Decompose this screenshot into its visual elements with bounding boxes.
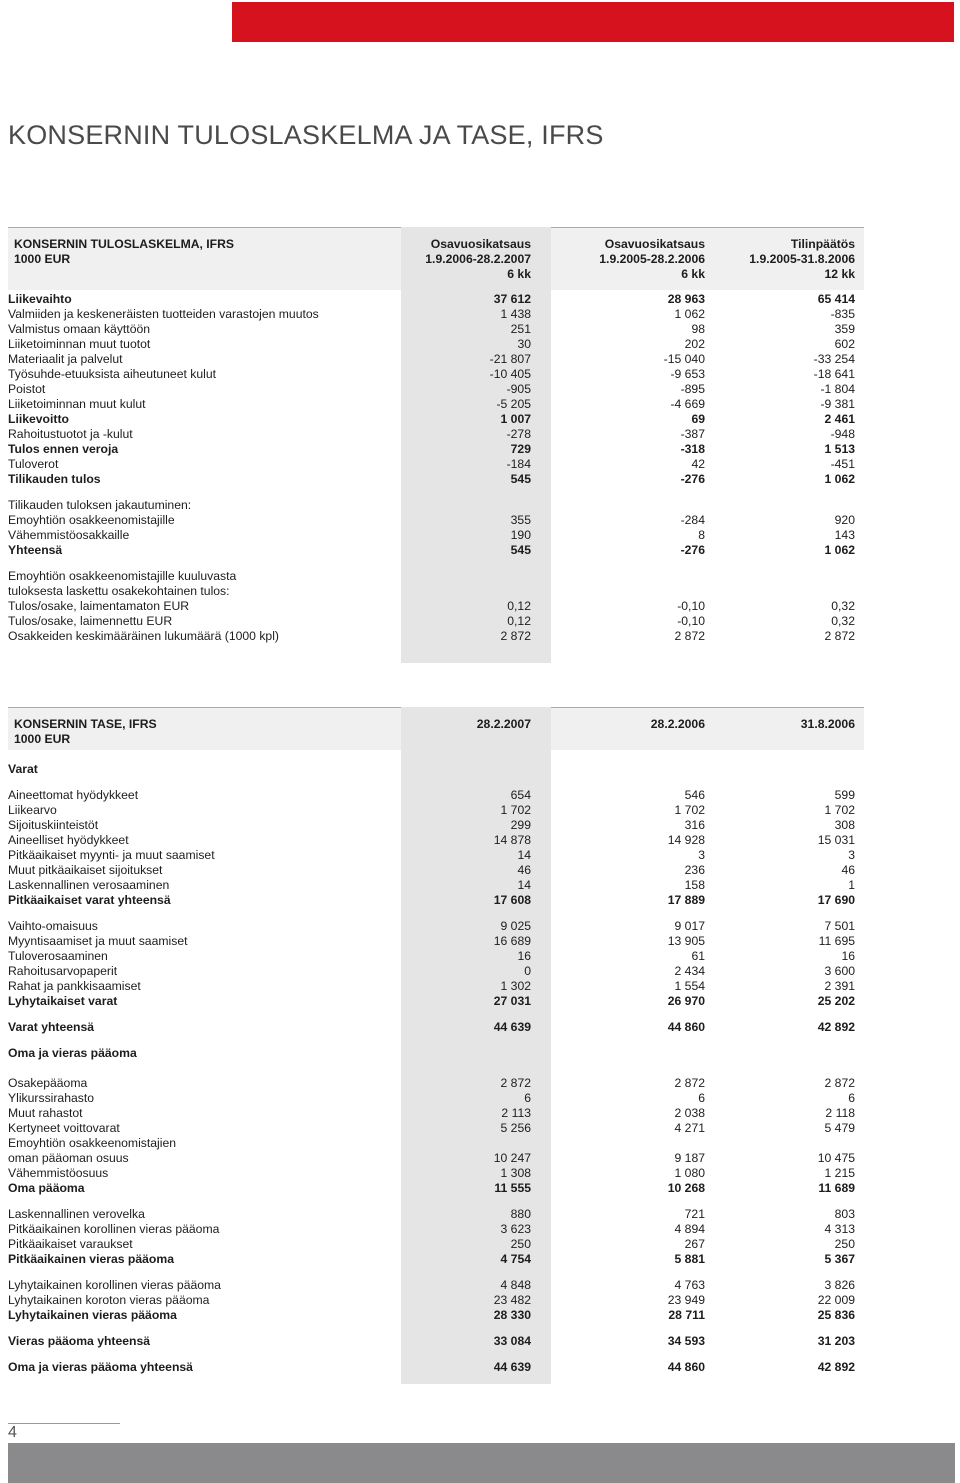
row-value-v3: -451 bbox=[830, 457, 855, 471]
row-value-v1: -10 405 bbox=[489, 367, 531, 381]
row-value-v3: 7 501 bbox=[824, 919, 855, 933]
row-value-v2: 14 928 bbox=[667, 833, 705, 847]
table-row bbox=[8, 442, 864, 457]
row-label: Valmistus omaan käyttöön bbox=[8, 322, 151, 336]
row-spacer bbox=[8, 1009, 864, 1020]
table-row bbox=[8, 1166, 864, 1181]
row-spacer bbox=[8, 1035, 864, 1046]
row-label: Laskennallinen verosaaminen bbox=[8, 878, 170, 892]
row-spacer bbox=[8, 908, 864, 919]
table-row bbox=[8, 528, 864, 543]
row-value-v2: 1 062 bbox=[674, 307, 705, 321]
table-row bbox=[8, 397, 864, 412]
table-row bbox=[8, 1252, 864, 1267]
row-value-v2: 42 bbox=[691, 457, 705, 471]
row-label: Rahoitusarvopaperit bbox=[8, 964, 118, 978]
row-spacer bbox=[8, 558, 864, 569]
row-value-v2: 34 593 bbox=[667, 1334, 705, 1348]
row-label: Lyhytaikainen vieras pääoma bbox=[8, 1308, 177, 1322]
table-row bbox=[8, 1136, 864, 1151]
table-row bbox=[8, 762, 864, 777]
row-value-v3: 2 872 bbox=[824, 629, 855, 643]
table-row bbox=[8, 1222, 864, 1237]
row-label: Varat bbox=[8, 762, 38, 776]
row-label: Oma pääoma bbox=[8, 1181, 85, 1195]
row-value-v2: 13 905 bbox=[667, 934, 705, 948]
row-value-v1: -21 807 bbox=[489, 352, 531, 366]
row-value-v2: 4 763 bbox=[674, 1278, 705, 1292]
row-label: Tuloverot bbox=[8, 457, 59, 471]
row-label: Pitkäaikainen vieras pääoma bbox=[8, 1252, 174, 1266]
row-label: Pitkäaikaiset myynti- ja muut saamiset bbox=[8, 848, 215, 862]
row-value-v3: -18 641 bbox=[813, 367, 855, 381]
table-row bbox=[8, 614, 864, 629]
row-value-v3: 1 062 bbox=[824, 472, 855, 486]
row-label: Liiketoiminnan muut kulut bbox=[8, 397, 146, 411]
row-value-v3: 3 600 bbox=[824, 964, 855, 978]
row-value-v1: 3 623 bbox=[500, 1222, 531, 1236]
income-title: KONSERNIN TULOSLASKELMA, IFRS bbox=[14, 237, 235, 251]
row-value-v1: 1 308 bbox=[500, 1166, 531, 1180]
table-row bbox=[8, 1237, 864, 1252]
row-value-v3: 359 bbox=[834, 322, 855, 336]
row-label: Vieras pääoma yhteensä bbox=[8, 1334, 151, 1348]
row-value-v3: 42 892 bbox=[817, 1020, 855, 1034]
row-value-v3: 3 bbox=[848, 848, 855, 862]
row-value-v2: 69 bbox=[691, 412, 705, 426]
table-row bbox=[8, 599, 864, 614]
row-value-v1: 545 bbox=[510, 543, 531, 557]
row-value-v2: -387 bbox=[680, 427, 705, 441]
row-label: oman pääoman osuus bbox=[8, 1151, 129, 1165]
table-row bbox=[8, 1181, 864, 1196]
table-row bbox=[8, 543, 864, 558]
table-row bbox=[8, 584, 864, 599]
table-row bbox=[8, 863, 864, 878]
table-row bbox=[8, 788, 864, 803]
row-spacer bbox=[8, 1267, 864, 1278]
row-value-v3: 602 bbox=[834, 337, 855, 351]
table-row bbox=[8, 1207, 864, 1222]
row-value-v3: -835 bbox=[830, 307, 855, 321]
table-row bbox=[8, 457, 864, 472]
row-label: Rahoitustuotot ja -kulut bbox=[8, 427, 133, 441]
row-value-v1: 0,12 bbox=[507, 614, 531, 628]
row-label: Ylikurssirahasto bbox=[8, 1091, 95, 1105]
row-value-v2: -9 653 bbox=[670, 367, 705, 381]
row-spacer bbox=[8, 1323, 864, 1334]
page-number: 4 bbox=[8, 1424, 17, 1441]
table-row bbox=[8, 1020, 864, 1035]
row-label: Materiaalit ja palvelut bbox=[8, 352, 123, 366]
row-label: Emoyhtiön osakkeenomistajille bbox=[8, 513, 175, 527]
row-value-v3: -1 804 bbox=[820, 382, 855, 396]
row-value-v3: 308 bbox=[834, 818, 855, 832]
row-label: Vähemmistöosakkaille bbox=[8, 528, 130, 542]
row-value-v2: 6 bbox=[698, 1091, 705, 1105]
table-row bbox=[8, 934, 864, 949]
row-label: Laskennallinen verovelka bbox=[8, 1207, 145, 1221]
row-label: Emoyhtiön osakkeenomistajille kuuluvasta bbox=[8, 569, 237, 583]
row-value-v2: 316 bbox=[684, 818, 705, 832]
row-value-v2: 267 bbox=[684, 1237, 705, 1251]
row-label: Muut pitkäaikaiset sijoitukset bbox=[8, 863, 163, 877]
row-value-v1: 37 612 bbox=[493, 292, 531, 306]
row-value-v1: 6 bbox=[524, 1091, 531, 1105]
row-spacer bbox=[8, 777, 864, 788]
row-label: tuloksesta laskettu osakekohtainen tulos: bbox=[8, 584, 230, 598]
table-row bbox=[8, 1334, 864, 1349]
row-label: Tulos ennen veroja bbox=[8, 442, 119, 456]
row-value-v2: -895 bbox=[680, 382, 705, 396]
row-value-v2: -4 669 bbox=[670, 397, 705, 411]
table-row bbox=[8, 964, 864, 979]
row-value-v1: 11 555 bbox=[494, 1181, 531, 1195]
table-row bbox=[8, 1293, 864, 1308]
table-row bbox=[8, 427, 864, 442]
income-rows bbox=[8, 292, 864, 644]
row-label: Aineelliset hyödykkeet bbox=[8, 833, 129, 847]
row-value-v1: 654 bbox=[510, 788, 531, 802]
row-value-v3: 143 bbox=[834, 528, 855, 542]
table-row bbox=[8, 412, 864, 427]
row-value-v3: 599 bbox=[834, 788, 855, 802]
row-label: Osakepääoma bbox=[8, 1076, 88, 1090]
row-value-v1: 190 bbox=[510, 528, 531, 542]
row-value-v1: 28 330 bbox=[493, 1308, 531, 1322]
row-label: Tulos/osake, laimennettu EUR bbox=[8, 614, 173, 628]
row-spacer bbox=[8, 1349, 864, 1360]
table-row bbox=[8, 307, 864, 322]
income-col3-length: 12 kk bbox=[824, 267, 855, 281]
table-row bbox=[8, 629, 864, 644]
balance-col1-date: 28.2.2007 bbox=[476, 717, 531, 731]
row-label: Työsuhde-etuuksista aiheutuneet kulut bbox=[8, 367, 217, 381]
row-value-v3: 65 414 bbox=[817, 292, 855, 306]
income-col2-title: Osavuosikatsaus bbox=[604, 237, 705, 251]
row-label: Liikevaihto bbox=[8, 292, 72, 306]
row-label: Osakkeiden keskimääräinen lukumäärä (1000 kpl) bbox=[8, 629, 279, 643]
row-value-v1: 1 702 bbox=[500, 803, 531, 817]
row-value-v2: 98 bbox=[691, 322, 705, 336]
row-value-v1: 14 878 bbox=[493, 833, 531, 847]
income-col3-title: Tilinpäätös bbox=[790, 237, 855, 251]
row-value-v3: 3 826 bbox=[824, 1278, 855, 1292]
table-row bbox=[8, 833, 864, 848]
row-value-v1: 1 302 bbox=[500, 979, 531, 993]
row-label: Pitkäaikainen korollinen vieras pääoma bbox=[8, 1222, 220, 1236]
income-statement-table bbox=[8, 227, 864, 663]
row-value-v3: 10 475 bbox=[817, 1151, 855, 1165]
table-row bbox=[8, 1046, 864, 1061]
row-value-v3: 0,32 bbox=[831, 614, 855, 628]
table-row bbox=[8, 803, 864, 818]
row-value-v2: -284 bbox=[680, 513, 705, 527]
table-row bbox=[8, 979, 864, 994]
row-value-v3: -9 381 bbox=[820, 397, 855, 411]
row-value-v1: 250 bbox=[510, 1237, 531, 1251]
row-label: Tulos/osake, laimentamaton EUR bbox=[8, 599, 190, 613]
balance-rows bbox=[8, 762, 864, 1375]
table-row bbox=[8, 949, 864, 964]
row-value-v3: 1 702 bbox=[824, 803, 855, 817]
row-value-v1: 27 031 bbox=[493, 994, 531, 1008]
row-value-v3: 16 bbox=[841, 949, 855, 963]
income-col2-length: 6 kk bbox=[681, 267, 705, 281]
row-value-v1: -184 bbox=[506, 457, 531, 471]
row-label: Yhteensä bbox=[8, 543, 63, 557]
row-spacer bbox=[8, 1061, 864, 1076]
table-row bbox=[8, 352, 864, 367]
table-row bbox=[8, 818, 864, 833]
row-value-v1: 729 bbox=[510, 442, 531, 456]
bottom-accent-bar bbox=[8, 1443, 955, 1483]
row-value-v2: 2 434 bbox=[674, 964, 705, 978]
row-spacer bbox=[8, 1196, 864, 1207]
row-value-v3: 25 202 bbox=[817, 994, 855, 1008]
table-row bbox=[8, 1091, 864, 1106]
row-value-v3: 25 836 bbox=[817, 1308, 855, 1322]
balance-unit: 1000 EUR bbox=[14, 732, 71, 746]
row-value-v1: -5 205 bbox=[496, 397, 531, 411]
row-value-v2: 158 bbox=[684, 878, 705, 892]
row-value-v2: 236 bbox=[684, 863, 705, 877]
row-value-v3: 6 bbox=[848, 1091, 855, 1105]
row-value-v2: 4 894 bbox=[674, 1222, 705, 1236]
row-value-v1: 4 754 bbox=[500, 1252, 531, 1266]
row-value-v3: 11 689 bbox=[818, 1181, 855, 1195]
table-row bbox=[8, 382, 864, 397]
income-col3-period: 1.9.2005-31.8.2006 bbox=[749, 252, 855, 266]
table-row bbox=[8, 1278, 864, 1293]
row-value-v3: -948 bbox=[830, 427, 855, 441]
row-value-v1: 33 084 bbox=[493, 1334, 531, 1348]
row-value-v3: 5 367 bbox=[824, 1252, 855, 1266]
table-row bbox=[8, 994, 864, 1009]
row-value-v2: 1 702 bbox=[674, 803, 705, 817]
row-value-v3: 15 031 bbox=[817, 833, 855, 847]
row-label: Oma ja vieras pääoma yhteensä bbox=[8, 1360, 193, 1374]
row-label: Emoyhtiön osakkeenomistajien bbox=[8, 1136, 177, 1150]
row-value-v3: 42 892 bbox=[817, 1360, 855, 1374]
income-col1-length: 6 kk bbox=[507, 267, 531, 281]
table-row bbox=[8, 1076, 864, 1091]
page-number-rule bbox=[8, 1423, 120, 1424]
row-label: Poistot bbox=[8, 382, 46, 396]
row-value-v1: 44 639 bbox=[493, 1360, 531, 1374]
row-value-v2: -276 bbox=[680, 472, 705, 486]
row-value-v3: 0,32 bbox=[831, 599, 855, 613]
table-row bbox=[8, 1360, 864, 1375]
row-value-v1: 2 872 bbox=[500, 629, 531, 643]
row-value-v3: 250 bbox=[834, 1237, 855, 1251]
row-value-v2: 1 080 bbox=[674, 1166, 705, 1180]
row-value-v1: 355 bbox=[510, 513, 531, 527]
row-value-v3: 803 bbox=[834, 1207, 855, 1221]
row-value-v3: 1 513 bbox=[824, 442, 855, 456]
row-value-v3: 46 bbox=[841, 863, 855, 877]
row-value-v2: -276 bbox=[680, 543, 705, 557]
row-label: Lyhytaikainen koroton vieras pääoma bbox=[8, 1293, 210, 1307]
row-label: Myyntisaamiset ja muut saamiset bbox=[8, 934, 188, 948]
row-value-v1: 16 bbox=[517, 949, 531, 963]
row-value-v2: 3 bbox=[698, 848, 705, 862]
row-value-v1: -905 bbox=[506, 382, 531, 396]
table-row bbox=[8, 919, 864, 934]
table-row bbox=[8, 367, 864, 382]
row-label: Vaihto-omaisuus bbox=[8, 919, 98, 933]
table-row bbox=[8, 848, 864, 863]
row-value-v2: 17 889 bbox=[667, 893, 705, 907]
income-col2-period: 1.9.2005-28.2.2006 bbox=[599, 252, 705, 266]
row-label: Rahat ja pankkisaamiset bbox=[8, 979, 141, 993]
row-value-v2: 4 271 bbox=[674, 1121, 705, 1135]
income-col1-period: 1.9.2006-28.2.2007 bbox=[425, 252, 531, 266]
row-value-v2: 44 860 bbox=[667, 1020, 705, 1034]
row-label: Aineettomat hyödykkeet bbox=[8, 788, 139, 802]
row-value-v2: -15 040 bbox=[663, 352, 705, 366]
income-unit: 1000 EUR bbox=[14, 252, 71, 266]
row-value-v2: 5 881 bbox=[674, 1252, 705, 1266]
table-row bbox=[8, 337, 864, 352]
row-value-v1: 2 872 bbox=[500, 1076, 531, 1090]
row-value-v3: 4 313 bbox=[824, 1222, 855, 1236]
row-value-v1: 10 247 bbox=[493, 1151, 531, 1165]
row-label: Valmiiden ja keskeneräisten tuotteiden varastojen muutos bbox=[8, 307, 319, 321]
row-value-v3: 1 215 bbox=[824, 1166, 855, 1180]
row-label: Liikearvo bbox=[8, 803, 57, 817]
row-value-v2: 1 554 bbox=[674, 979, 705, 993]
row-value-v2: 202 bbox=[684, 337, 705, 351]
row-label: Muut rahastot bbox=[8, 1106, 83, 1120]
row-value-v3: 11 695 bbox=[818, 934, 855, 948]
row-spacer bbox=[8, 487, 864, 498]
table-row bbox=[8, 569, 864, 584]
row-value-v1: 14 bbox=[517, 878, 531, 892]
row-label: Tilikauden tuloksen jakautuminen: bbox=[8, 498, 192, 512]
row-label: Varat yhteensä bbox=[8, 1020, 95, 1034]
row-value-v3: 5 479 bbox=[824, 1121, 855, 1135]
table-row bbox=[8, 498, 864, 513]
table-row bbox=[8, 878, 864, 893]
row-value-v1: 1 007 bbox=[500, 412, 531, 426]
row-value-v1: 1 438 bbox=[500, 307, 531, 321]
row-value-v3: 2 872 bbox=[824, 1076, 855, 1090]
table-row bbox=[8, 322, 864, 337]
row-value-v2: -0,10 bbox=[677, 614, 705, 628]
row-value-v2: 2 872 bbox=[674, 629, 705, 643]
balance-sheet-table bbox=[8, 707, 864, 1384]
row-value-v1: 14 bbox=[517, 848, 531, 862]
row-label: Pitkäaikaiset varaukset bbox=[8, 1237, 133, 1251]
row-label: Tilikauden tulos bbox=[8, 472, 101, 486]
row-value-v1: 545 bbox=[510, 472, 531, 486]
row-value-v2: 721 bbox=[684, 1207, 705, 1221]
table-row bbox=[8, 1151, 864, 1166]
row-value-v1: 23 482 bbox=[493, 1293, 531, 1307]
row-value-v3: 1 062 bbox=[824, 543, 855, 557]
row-value-v1: 0 bbox=[524, 964, 531, 978]
row-label: Vähemmistöosuus bbox=[8, 1166, 109, 1180]
row-value-v2: 10 268 bbox=[667, 1181, 705, 1195]
row-value-v2: 26 970 bbox=[667, 994, 705, 1008]
row-value-v1: 880 bbox=[510, 1207, 531, 1221]
income-col1-title: Osavuosikatsaus bbox=[430, 237, 531, 251]
row-value-v1: 46 bbox=[517, 863, 531, 877]
row-value-v3: 22 009 bbox=[817, 1293, 855, 1307]
table-row bbox=[8, 472, 864, 487]
row-value-v3: 17 690 bbox=[817, 893, 855, 907]
row-value-v2: -318 bbox=[680, 442, 705, 456]
row-value-v2: 9 017 bbox=[674, 919, 705, 933]
row-value-v2: 28 711 bbox=[668, 1308, 705, 1322]
row-value-v2: 546 bbox=[684, 788, 705, 802]
row-value-v2: 61 bbox=[691, 949, 705, 963]
row-value-v1: -278 bbox=[506, 427, 531, 441]
row-value-v2: 9 187 bbox=[674, 1151, 705, 1165]
table-row bbox=[8, 1106, 864, 1121]
balance-title: KONSERNIN TASE, IFRS bbox=[14, 717, 157, 731]
row-value-v1: 17 608 bbox=[493, 893, 531, 907]
row-value-v1: 2 113 bbox=[501, 1106, 531, 1120]
row-label: Lyhytaikaiset varat bbox=[8, 994, 118, 1008]
balance-col2-date: 28.2.2006 bbox=[650, 717, 705, 731]
table-row bbox=[8, 513, 864, 528]
row-value-v2: 44 860 bbox=[667, 1360, 705, 1374]
row-value-v2: 2 872 bbox=[674, 1076, 705, 1090]
row-label: Sijoituskiinteistöt bbox=[8, 818, 99, 832]
row-label: Tuloverosaaminen bbox=[8, 949, 108, 963]
page-title: KONSERNIN TULOSLASKELMA JA TASE, IFRS bbox=[8, 120, 604, 150]
row-label: Oma ja vieras pääoma bbox=[8, 1046, 137, 1060]
row-value-v3: 2 461 bbox=[824, 412, 855, 426]
row-value-v1: 44 639 bbox=[493, 1020, 531, 1034]
table-row bbox=[8, 292, 864, 307]
row-label: Liiketoiminnan muut tuotot bbox=[8, 337, 151, 351]
row-label: Lyhytaikainen korollinen vieras pääoma bbox=[8, 1278, 221, 1292]
row-value-v2: 8 bbox=[698, 528, 705, 542]
row-value-v3: 920 bbox=[834, 513, 855, 527]
row-value-v2: 23 949 bbox=[667, 1293, 705, 1307]
row-value-v2: 2 038 bbox=[674, 1106, 705, 1120]
table-row bbox=[8, 1308, 864, 1323]
row-value-v3: 1 bbox=[848, 878, 855, 892]
row-value-v1: 4 848 bbox=[500, 1278, 531, 1292]
table-row bbox=[8, 1121, 864, 1136]
row-value-v3: 31 203 bbox=[817, 1334, 855, 1348]
top-accent-bar bbox=[232, 2, 954, 42]
row-value-v3: 2 118 bbox=[825, 1106, 855, 1120]
row-value-v2: -0,10 bbox=[677, 599, 705, 613]
balance-col3-date: 31.8.2006 bbox=[800, 717, 855, 731]
row-value-v1: 299 bbox=[510, 818, 531, 832]
row-value-v3: 2 391 bbox=[824, 979, 855, 993]
row-value-v1: 16 689 bbox=[493, 934, 531, 948]
row-value-v2: 28 963 bbox=[667, 292, 705, 306]
row-value-v1: 5 256 bbox=[500, 1121, 531, 1135]
row-value-v1: 9 025 bbox=[500, 919, 531, 933]
row-value-v3: -33 254 bbox=[813, 352, 855, 366]
row-value-v1: 30 bbox=[517, 337, 531, 351]
table-row bbox=[8, 893, 864, 908]
row-value-v1: 0,12 bbox=[507, 599, 531, 613]
row-value-v1: 251 bbox=[510, 322, 531, 336]
row-label: Kertyneet voittovarat bbox=[8, 1121, 120, 1135]
row-label: Liikevoitto bbox=[8, 412, 69, 426]
row-label: Pitkäaikaiset varat yhteensä bbox=[8, 893, 171, 907]
